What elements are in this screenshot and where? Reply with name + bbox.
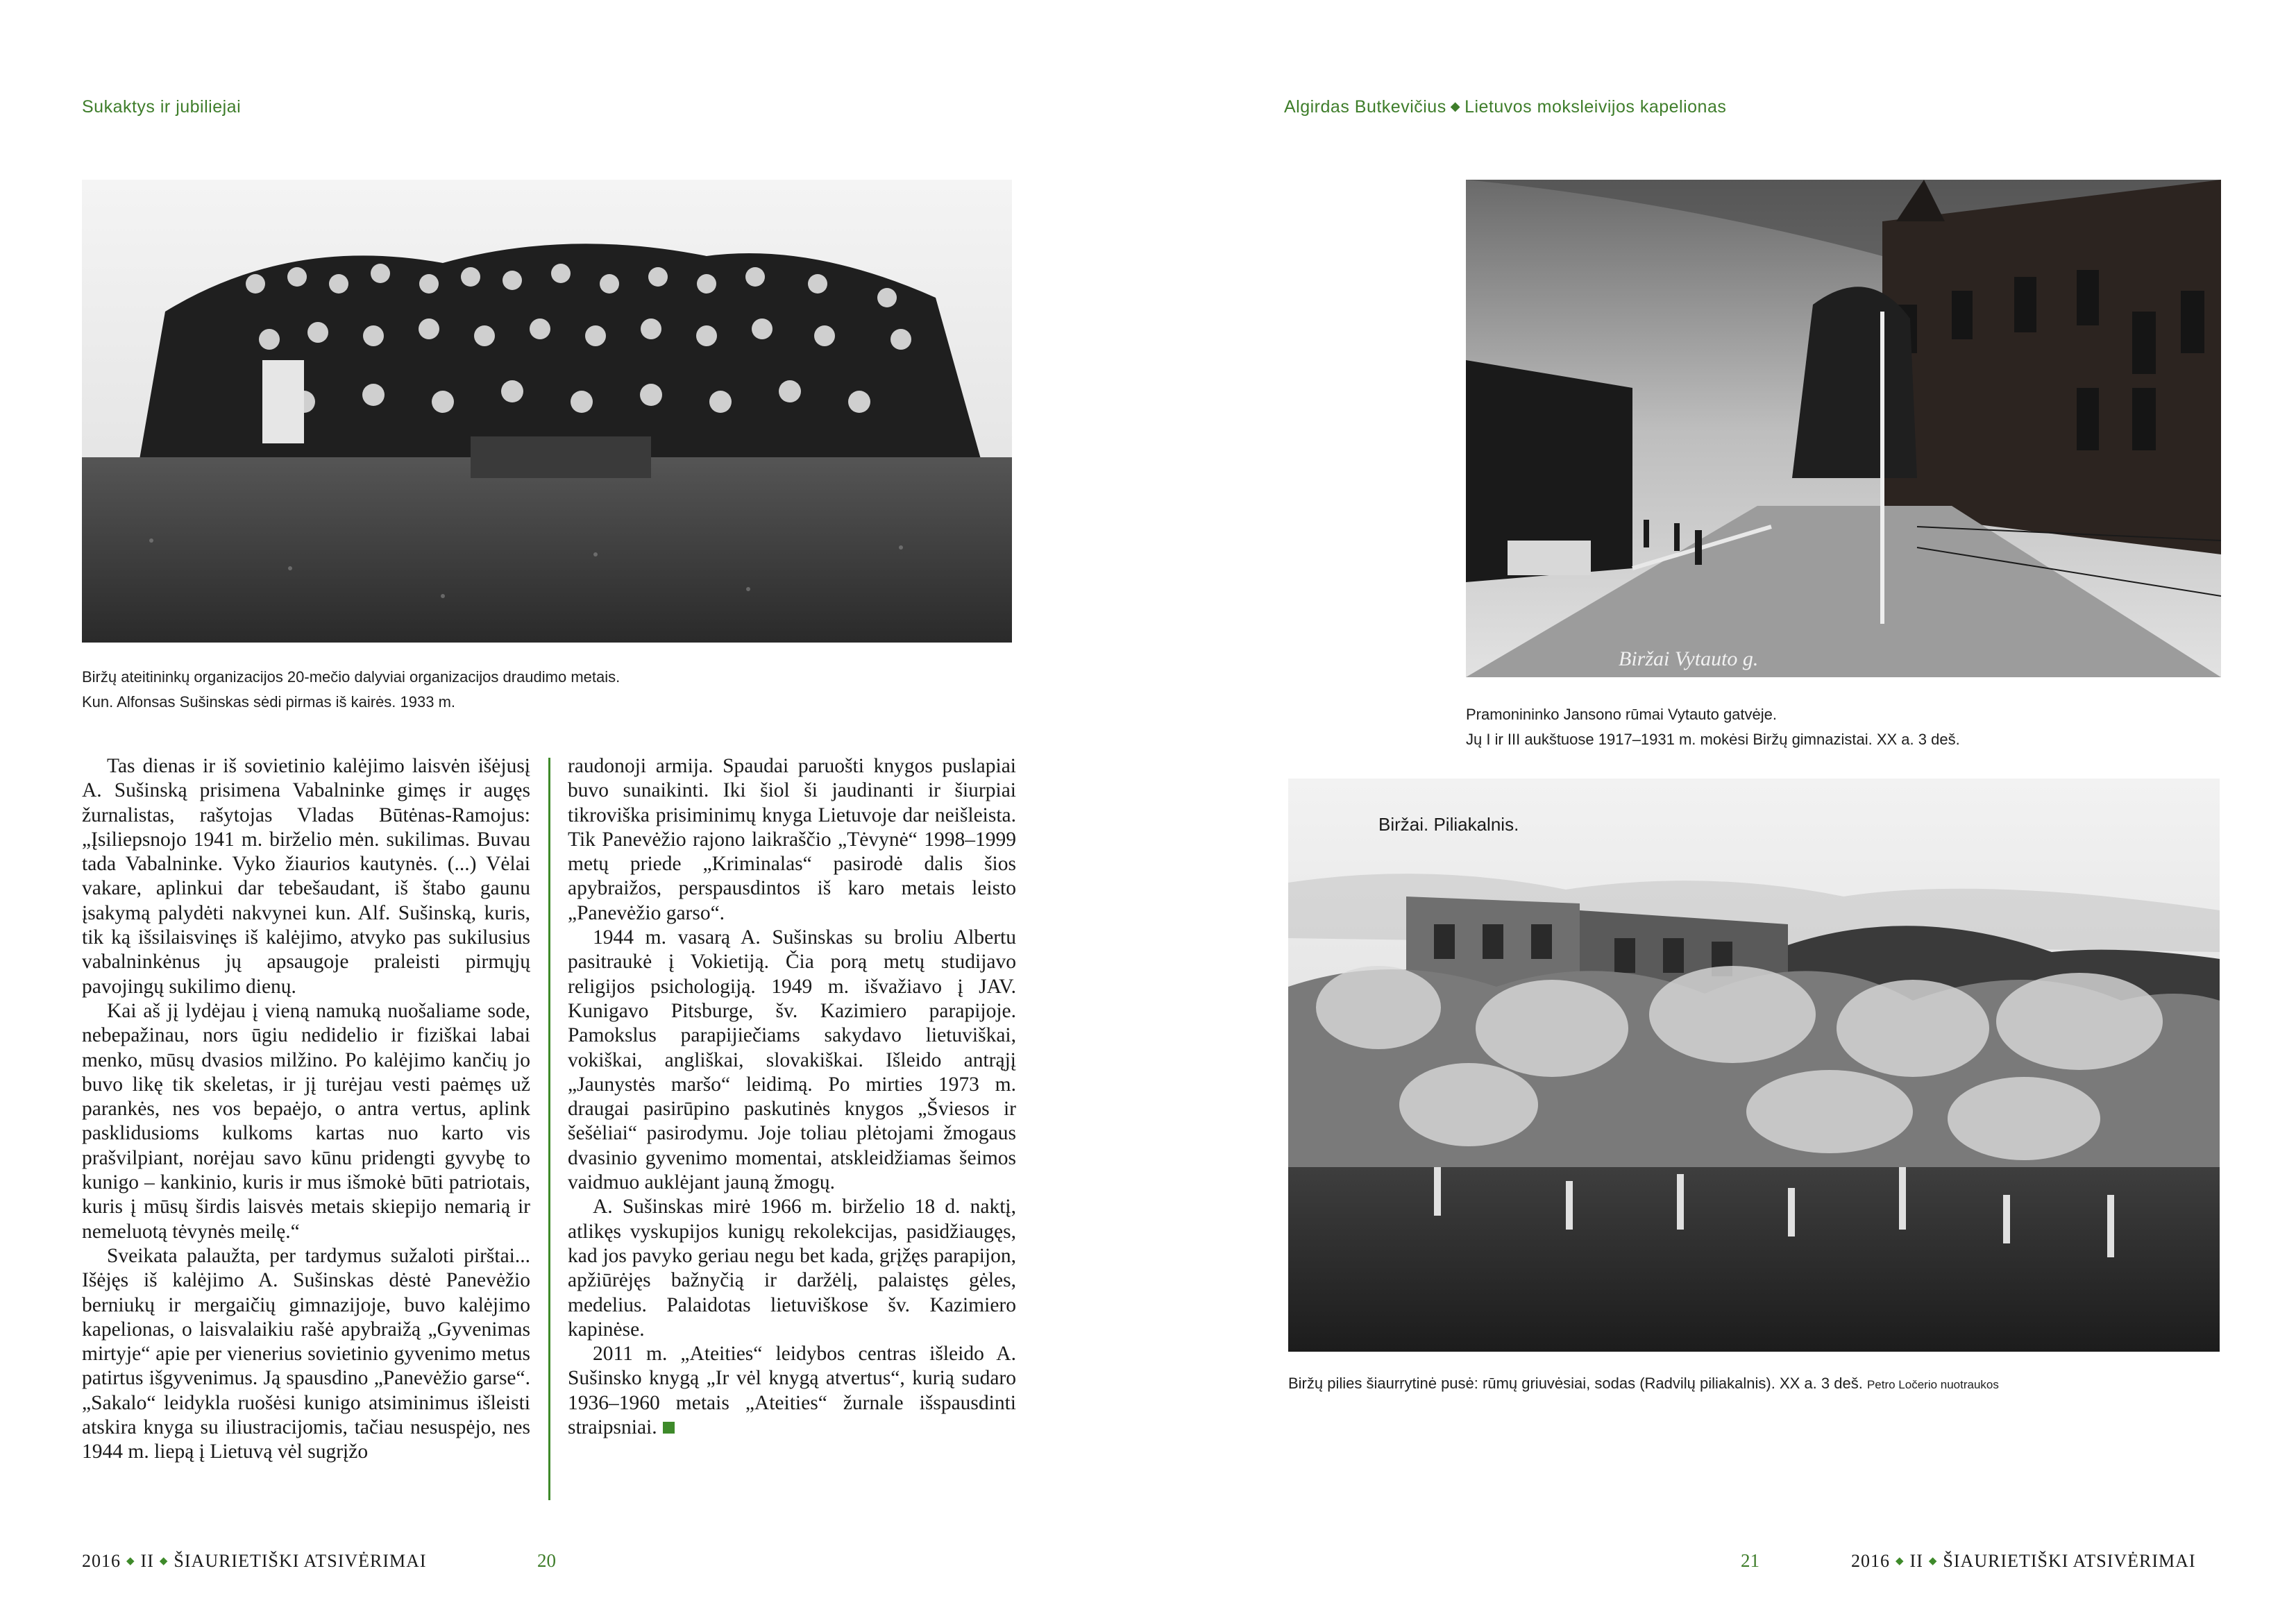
photo-credit: Petro Ločerio nuotraukos [1866,1378,1999,1391]
castle-photo-inscription: Biržai. Piliakalnis. [1378,814,1519,835]
article-column-1 [82,754,530,1465]
running-head-author: Algirdas Butkevičius [1284,97,1446,117]
castle-ruins-photo [1288,779,2220,1352]
paragraph: raudonoji armija. Spaudai paruošti knygos puslapiai buvo sunaikinti. Iki šiol ši jaudinanti ir šiurpiai tikroviška prisiminimų knyga Lietuvoje dar neišleista. Tik Panevėžio rajono laikraščio „Tėvynė“ 1998–1999 metų priede „Kriminalas“ pasirodė dalis šios apybraižos, perspausdintos iš karo metais leisto „Panevėžio garso“. [568,755,1016,924]
diamond-icon: ◆ [1450,99,1461,113]
footer-left [82,1551,427,1572]
caption-line: Biržų ateitininkų organizacijos 20-mečio dalyviai organizacijos draudimo metais. [82,668,621,686]
page-number-left: 20 [537,1550,556,1571]
column-rule [548,758,550,1500]
footer-right [1851,1551,2196,1572]
street-photo-inscription: Biržai Vytauto g. [1619,647,1759,670]
street-photo-caption [1466,702,1960,752]
end-mark-icon [663,1422,675,1434]
street-photo [1466,180,2221,677]
running-head-right [1284,97,1726,117]
paragraph: Tas dienas ir iš sovietinio kalėjimo laisvėn išėjusį A. Sušinską prisimena Vabalninke gimęs ir augęs žurnalistas, rašytojas Vladas Būtėnas-Ramojus: „Įsiliepsnojo 1941 m. birželio mėn. sukilimas. Buvau tada Vabalninke. Vyko žiaurios kautynės. (...) Vėlai vakare, aplinkui dar tebešaudant, iš štabo gaunu įsakymą palydėti nakvynei kun. Alf. Sušinską, kuris, tik ką išsilaisvinęs iš kalėjimo, atvyko pas sukilusius vabalninkėnus jų apsaugoje praleisti pirmųjų pavojingų sukilimo dienų. [82,755,530,998]
paragraph: Sveikata palaužta, per tardymus sužaloti pirštai... Išėjęs iš kalėjimo A. Sušinskas dėstė Panevėžio berniukų ir mergaičių gimnazijoje, buvo kalėjimo kapelionas, o laisvalaikiu rašė apybraižą „Gyvenimas mirtyje“ apie per vienerius sovietinio gyvenimo metus patirtus išgyvenimus. Ją spausdino „Panevėžio garse“. „Sakalo“ leidykla ruošėsi kunigo atsiminimus išleisti atskira knyga su iliustracijomis, tačiau nesuspėjo, nes 1944 m. liepą į Lietuvą vėl sugrįžo [82,1244,530,1463]
group-photo [82,180,1012,643]
running-head-left: Sukaktys ir jubiliejai [82,97,242,117]
footer-issue: II [1909,1551,1923,1571]
caption-line: Biržų pilies šiaurrytinė pusė: rūmų griuvėsiai, sodas (Radvilų piliakalnis). XX a. 3 deš. [1288,1375,1863,1392]
paragraph: Kai aš jį lydėjau į vieną namuką nuošaliame sode, nebepažinau, nors ūgiu nedidelio ir fiziškai labai menko, mūsų dvasios milžino. Po kalėjimo kančių jo buvo likę tik skeletas, ir jį turėjau vesti paėmęs už parankės, nes vos bepaėjo, o antra vertus, aplink pasklidusioms kulkoms kartas nuo karto vis prašvilpiant, norėjau savo kūnu pridengti gyvybę to kunigo – kankinio, kuris ir mus išmokė būti patriotais, kuris į mūsų širdis laisvės metais skiepijo nemarią ir nemeluotą tėvynės meilę.“ [82,999,530,1243]
caption-line: Jų I ir III aukštuose 1917–1931 m. mokėsi Biržų gimnazistai. XX a. 3 deš. [1466,731,1960,748]
paragraph-last [568,1342,1016,1440]
street-photo-icon [1466,180,2221,677]
castle-ruins-photo-icon [1288,779,2220,1352]
footer-journal: ŠIAURIETIŠKI ATSIVĖRIMAI [1943,1551,2196,1571]
running-head-title: Lietuvos moksleivijos kapelionas [1464,97,1727,117]
article-column-2 [568,754,1016,1440]
paragraph-text: 2011 m. „Ateities“ leidybos centras išleido A. Sušinsko knygą „Ir vėl knygą atvertus“, kurią sudaro 1936–1960 metais „Ateities“ žurnale išspausdinti straipsniai. [568,1343,1016,1439]
caption-line: Kun. Alfonsas Sušinskas sėdi pirmas iš kairės. 1933 m. [82,693,456,711]
footer-journal: ŠIAURIETIŠKI ATSIVĖRIMAI [174,1551,427,1571]
diamond-icon: ◆ [1928,1556,1938,1567]
footer-issue: II [140,1551,154,1571]
diamond-icon: ◆ [159,1556,169,1567]
group-photo-icon [82,180,1012,643]
footer-year: 2016 [1851,1551,1890,1571]
paragraph: 1944 m. vasarą A. Sušinskas su broliu Albertu pasitraukė į Vokietiją. Čia porą metų studijavo religijos psichologiją. 1949 m. išvažiavo į JAV. Kunigavo Pitsburge, šv. Kazimiero parapijoje. Pamokslus parapijiečiams sakydavo lietuviškai, vokiškai, angliškai, slovakiškai. Išleido antrąjį „Jaunystės maršo“ leidimą. Po mirties 1973 m. draugai pasirūpino paskutinės knygos „Šviesos ir šešėliai“ pasirodymu. Joje toliau plėtojami žmogaus dvasinio gyvenimo momentai, atskleidžiamas šeimos vaidmuo auklėjant jauną žmogų. [568,926,1016,1194]
diamond-icon: ◆ [1896,1556,1905,1567]
page-number-right: 21 [1741,1550,1759,1571]
footer-year: 2016 [82,1551,121,1571]
caption-line: Pramonininko Jansono rūmai Vytauto gatvėje. [1466,706,1777,723]
diamond-icon: ◆ [126,1556,135,1567]
group-photo-caption [82,665,620,715]
castle-photo-caption [1288,1371,1999,1397]
paragraph: A. Sušinskas mirė 1966 m. birželio 18 d. naktį, atlikęs vyskupijos kunigų rekolekcijas, pasidžiaugęs, kad jos pavyko geriau negu bet kada, grįžęs parapijon, apžiūrėjęs bažnyčią ir daržėlį, palaistęs gėles, medelius. Palaidotas lietuviškose šv. Kazimiero kapinėse. [568,1196,1016,1341]
